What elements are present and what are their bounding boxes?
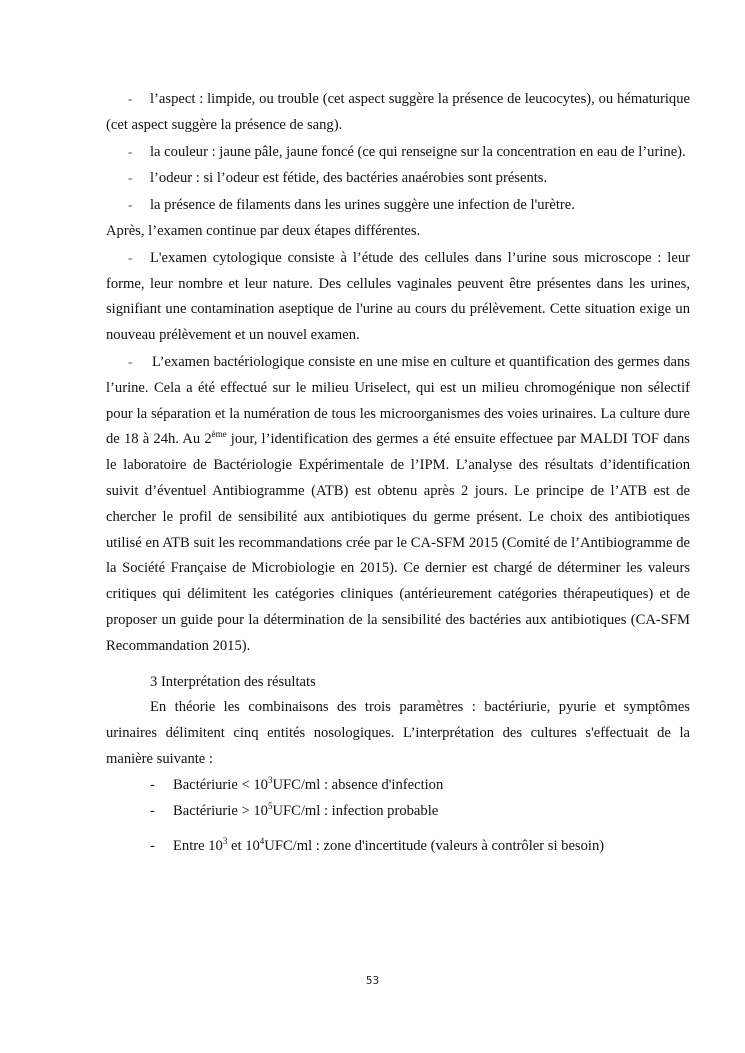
criterion-incertitude-exponent-2: 4 [259, 836, 265, 847]
aspect-item [106, 86, 690, 139]
bullet-dash: - [128, 170, 133, 186]
criterion-absence-text: Bactériurie < 10 [173, 776, 268, 793]
criterion-absence [106, 773, 690, 799]
bacterio-text-1: L’examen bactériologique consiste en une mise en culture et quantification des germes dans l’urine. Cela a été effectué sur le milieu Uriselect, qui est un milieu chromogénique non sélectif pour la séparation et la numération de tous les microorganismes des voies urinaires. La culture dure de 18 à 24h. Au 2 [106, 353, 690, 448]
apres-paragraph: Après, l’examen continue par deux étapes différentes. [106, 222, 421, 239]
bullet-dash: - [150, 776, 155, 793]
bullet-dash: - [128, 249, 133, 265]
page-body [106, 86, 690, 860]
odeur-text: l’odeur : si l’odeur est fétide, des bactéries anaérobies sont présents. [150, 170, 548, 187]
aspect-text: limpide, ou trouble (cet aspect suggère la présence de leucocytes), ou hématurique (cet aspect suggère la présence de sang). [106, 91, 690, 133]
bullet-dash: - [128, 197, 133, 213]
criterion-probable-exponent: 5 [267, 800, 273, 811]
aspect-label: l’aspect : [150, 91, 204, 107]
intro-paragraph: En théorie les combinaisons des trois paramètres : bactériurie, pyurie et symptômes urinaires délimitent cinq entités nosologiques. L’interprétation des cultures s'effectuait de la manière suivante : [106, 699, 690, 767]
criterion-probable [106, 799, 690, 825]
criterion-incertitude-unit: UFC/ml : zone d'incertitude (valeurs à contrôler si besoin) [264, 838, 605, 855]
filaments-item [106, 192, 690, 219]
filaments-text: la présence de filaments dans les urines suggère une infection de l'urètre. [150, 197, 575, 214]
couleur-label: la couleur : [150, 143, 216, 160]
cytologique-item [106, 245, 690, 349]
bacterio-text-2: jour, l’identification des germes a été ensuite effectuee par MALDI TOF dans le laboratoire de Bactériologie Expérimentale de l’IPM. L’analyse des résultats d’identification suivit d’éventuel Antibiogramme (ATB) est obtenu après 2 jours. Le principe de l’ATB est de chercher le profil de sensibilité aux antibiotiques du germe présent. Le choix des antibiotiques utilisé en ATB suit les recommandations crée par le CA-SFM 2015 (Comité de l’Antibiogramme de la Société Française de Microbiologie en 2015). Ce dernier est chargé de déterminer les valeurs critiques qui délimitent les catégories cliniques (antérieurement catégories thérapeutiques) et de proposer un guide pour la détermination de la sensibilité des bactéries aux antibiotiques (CA-SFM Recommandation 2015). [106, 431, 690, 654]
couleur-text: jaune pâle, jaune foncé (ce qui renseigne sur la concentration en eau de l’urine). [215, 143, 686, 160]
bacterio-sup: ème [211, 429, 227, 440]
bullet-dash: - [128, 91, 133, 106]
criterion-absence-unit: UFC/ml : absence d'infection [272, 776, 444, 793]
bacteriologique-item [106, 349, 690, 660]
page-number: 53 [365, 975, 380, 987]
bullet-dash: - [150, 802, 155, 819]
bullet-dash: - [150, 838, 155, 855]
criterion-incertitude-mid: et 10 [227, 838, 260, 855]
section-title: 3 Interprétation des résultats [150, 673, 316, 690]
criterion-incertitude-text: Entre 10 [173, 838, 223, 855]
criterion-absence-exponent: 3 [267, 774, 273, 785]
odeur-item [106, 165, 690, 192]
cytologique-text: L'examen cytologique consiste à l’étude des cellules dans l’urine sous microscope : leur forme, leur nombre et leur nature. Des cellules vaginales peuvent être présentes dans les urines, signifiant une contamination aseptique de l'urine au cours du prélèvement. Cette situation exige un nouveau prélèvement et un nouvel examen. [106, 249, 690, 344]
bullet-dash: - [128, 143, 133, 159]
criterion-incertitude-exponent-1: 3 [222, 836, 228, 847]
criterion-incertitude [106, 834, 690, 860]
couleur-item [106, 139, 690, 166]
bullet-dash: - [128, 353, 133, 369]
criterion-probable-unit: UFC/ml : infection probable [272, 802, 439, 819]
criterion-probable-text: Bactériurie > 10 [173, 802, 268, 819]
